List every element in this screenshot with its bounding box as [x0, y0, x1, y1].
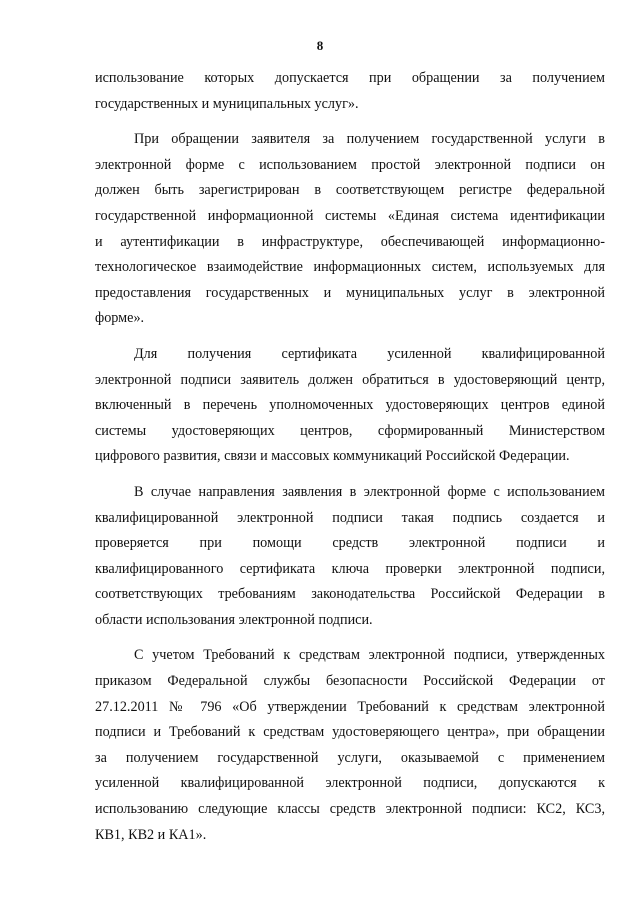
- paragraph-3: [95, 342, 605, 470]
- text-line: квалифицированного сертификата ключа проверки электронной подписи,: [95, 560, 605, 577]
- text-line: и аутентификации в инфраструктуре, обеспечивающей информационно-: [95, 233, 605, 250]
- text-line: включенный в перечень уполномоченных удостоверяющих центров единой: [95, 397, 605, 414]
- text-line: усиленной квалифицированной электронной подписи, допускаются к: [95, 775, 605, 792]
- text-line: соответствующих требованиям законодательства Российской Федерации в: [95, 586, 605, 603]
- text-line: форме».: [95, 310, 145, 327]
- text-line: 27.12.2011 № 796 «Об утверждении Требований к средствам электронной: [95, 698, 605, 715]
- text-line: системы удостоверяющих центров, сформированный Министерством: [95, 422, 605, 439]
- document-body: [95, 66, 605, 848]
- text-line: подписи и Требований к средствам удостоверяющего центра», при обращении: [95, 724, 605, 741]
- text-line: использованию следующие классы средств электронной подписи: КС2, КС3,: [95, 801, 605, 818]
- text-line: В случае направления заявления в электронной форме с использованием: [134, 483, 605, 500]
- text-line: должен быть зарегистрирован в соответствующем регистре федеральной: [95, 182, 605, 199]
- paragraph-1: [95, 66, 605, 117]
- text-line: квалифицированной электронной подписи такая подпись создается и: [95, 509, 605, 526]
- text-line: электронной подписи заявитель должен обратиться в удостоверяющий центр,: [95, 371, 605, 388]
- text-line: технологическое взаимодействие информационных систем, используемых для: [95, 259, 605, 276]
- text-line: использование которых допускается при обращении за получением: [95, 70, 605, 86]
- text-line: приказом Федеральной службы безопасности Российской Федерации от: [95, 673, 605, 690]
- paragraph-5: [95, 643, 605, 848]
- text-line: цифрового развития, связи и массовых коммуникаций Российской Федерации.: [95, 448, 570, 465]
- text-line: государственных и муниципальных услуг».: [95, 95, 359, 112]
- text-line: При обращении заявителя за получением государственной услуги в: [134, 131, 605, 148]
- text-line: за получением государственной услуги, оказываемой с применением: [95, 749, 605, 766]
- text-line: области использования электронной подписи.: [95, 611, 373, 628]
- text-line: предоставления государственных и муниципальных услуг в электронной: [95, 284, 605, 301]
- text-line: электронной форме с использованием простой электронной подписи он: [95, 156, 605, 173]
- text-line: государственной информационной системы «Единая система идентификации: [95, 207, 605, 224]
- text-line: Для получения сертификата усиленной квалифицированной: [134, 345, 605, 362]
- text-line: КВ1, КВ2 и КА1».: [95, 826, 207, 843]
- paragraph-2: [95, 127, 605, 332]
- text-line: С учетом Требований к средствам электронной подписи, утвержденных: [134, 647, 605, 664]
- page-number: 8: [316, 38, 324, 53]
- paragraph-4: [95, 480, 605, 634]
- text-line: проверяется при помощи средств электронной подписи и: [95, 535, 605, 552]
